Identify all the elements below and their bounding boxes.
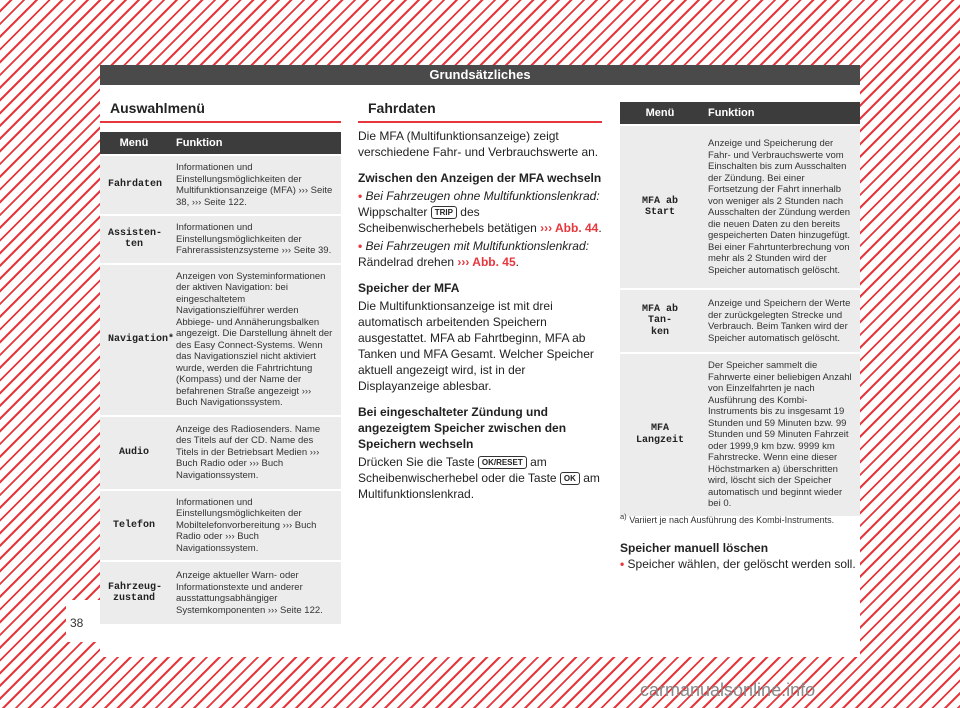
menu-cell: MFA Langzeit — [620, 353, 700, 516]
trip-key-icon: TRIP — [431, 206, 457, 219]
column-header-menu: Menü — [100, 132, 168, 155]
menu-cell: Telefon — [100, 490, 168, 562]
clear-memory-section — [620, 540, 860, 572]
column-header-function: Funktion — [700, 102, 860, 125]
text: am Scheibenwischerhebel oder die Taste — [358, 455, 560, 485]
function-cell: Anzeige und Speichern der Werte der zurückgelegten Strecke und Verbrauch. Beim Tanken wird der Speicher automatisch gelöscht. — [700, 289, 860, 353]
bullet-condition: Bei Fahrzeugen ohne Multifunktionslenkrad: — [365, 189, 600, 203]
table-row — [100, 416, 341, 490]
subheading-switch: Zwischen den Anzeigen der MFA wechseln — [358, 171, 602, 185]
fahrdaten-body — [358, 128, 602, 512]
bullet-condition: Bei Fahrzeugen mit Multifunktionslenkrad: — [365, 239, 589, 253]
table-row — [100, 264, 341, 416]
bullet-text: des Scheibenwischerhebels betätigen — [358, 205, 541, 235]
footnote — [620, 512, 860, 525]
menu-cell: Audio — [100, 416, 168, 490]
bullet-text: Rändelrad drehen — [358, 255, 458, 269]
table-row — [620, 125, 860, 289]
menu-cell: Fahrzeug- zustand — [100, 561, 168, 624]
function-cell: Informationen und Einstellungsmöglichkeiten der Mobiltelefonvorbereitung ››› Buch Radio oder ››› Buch Navigationssystem. — [168, 490, 341, 562]
subheading-memory: Speicher der MFA — [358, 281, 460, 295]
bullet-with-mfl: • Bei Fahrzeugen mit Multifunktionslenkrad: Rändelrad drehen ››› Abb. 45. — [358, 239, 589, 269]
function-cell: Anzeigen von Systeminformationen der aktiven Navigation: bei eingeschaltetem Navigationszielführer werden Abbiege- und Annäherungsbalken angezeigt. Die Darstellung ähnelt der des Easy Connect-Systems. Wenn das Navigationsziel nicht aktiviert wurde, werden die Fahrtrichtung (Kompass) und der Name der befahrenen Straße angezeigt ››› Buch Navigationssystem. — [168, 264, 341, 416]
menu-cell: MFA ab Tan- ken — [620, 289, 700, 353]
table-row — [100, 155, 341, 215]
function-cell: Anzeige und Speicherung der Fahr- und Verbrauchswerte vom Einschalten bis zum Ausschalten der Zündung. Bei einer Fortsetzung der Fahrt innerhalb von weniger als 2 Stunden nach Ausschalten der Zündung werden die neuen Daten zu den bereits gespeicherten Daten hinzugefügt. Bei einer Fahrtunterbrechung von mehr als 2 Stunden wird der Speicher automatisch gelöscht. — [700, 125, 860, 289]
memory-text: Die Multifunktionsanzeige ist mit drei automatisch arbeitenden Speichern ausgestattet. MFA ab Fahrtbeginn, MFA ab Tanken und MFA Gesamt. Welcher Speicher aktuell angezeigt wird, ist in der Displayanzeige ablesbar. — [358, 299, 594, 393]
selection-menu-table — [100, 132, 341, 624]
menu-cell: MFA ab Start — [620, 125, 700, 289]
press-key-text — [358, 454, 602, 502]
memory-table — [620, 102, 860, 516]
page-number: 38 — [70, 616, 84, 630]
figure-link[interactable]: ››› Abb. 45 — [457, 255, 516, 269]
menu-cell: Navigation* — [100, 264, 168, 416]
header-title: Grundsätzliches — [100, 65, 860, 85]
ok-reset-key-icon: OK/RESET — [478, 456, 527, 469]
bullet-without-mfl: • Bei Fahrzeugen ohne Multifunktionslenkrad: Wippschalter TRIP des Scheibenwischerhebels betätigen ››› Abb. 44. — [358, 189, 602, 235]
function-cell: Anzeige aktueller Warn- oder Informationstexte und anderer ausstattungsabhängiger Systemkomponenten ››› Seite 122. — [168, 561, 341, 624]
subheading-ignition: Bei eingeschalteter Zündung und angezeigtem Speicher zwischen den Speichern wechseln — [358, 405, 567, 451]
function-cell: Der Speicher sammelt die Fahrwerte einer beliebigen Anzahl von Einzelfahrten je nach Ausführung des Kombi-Instruments bis zu insgesamt 19 Stunden und 59 Minuten bzw. 99 Stunden und 59 Minuten Fahrzeit oder 1999,9 km bzw. 9999 km Fahrstrecke. Wenn eine dieser Höchstmarken a) überschritten wird, löscht sich der Speicher automatisch und beginnt wieder bei 0. — [700, 353, 860, 516]
bullet-dot: • — [358, 189, 363, 203]
ok-key-icon: OK — [560, 472, 580, 485]
column-header-function: Funktion — [168, 132, 341, 155]
table-row — [620, 353, 860, 516]
menu-cell: Assisten- ten — [100, 215, 168, 264]
section-rule — [358, 121, 602, 123]
intro-text: Die MFA (Multifunktionsanzeige) zeigt verschiedene Fahr- und Verbrauchswerte an. — [358, 129, 599, 159]
table-row — [100, 215, 341, 264]
subheading-clear: Speicher manuell löschen — [620, 541, 769, 555]
section-heading-auswahlmenue: Auswahlmenü — [110, 100, 205, 116]
table-row — [620, 289, 860, 353]
menu-cell: Fahrdaten — [100, 155, 168, 215]
table-row — [100, 561, 341, 624]
bullet-dot: • — [620, 557, 625, 571]
table-row — [100, 490, 341, 562]
footnote-mark: a) — [620, 512, 627, 521]
function-cell: Informationen und Einstellungsmöglichkeiten der Fahrerassistenzsysteme ››› Seite 39. — [168, 215, 341, 264]
watermark: carmanualsonline.info — [640, 680, 816, 700]
bullet-clear — [620, 556, 860, 572]
text: am Multifunktionslenkrad. — [358, 471, 600, 501]
column-header-menu: Menü — [620, 102, 700, 125]
section-rule — [100, 121, 341, 123]
bullet-text: Speicher wählen, der gelöscht werden soll. — [627, 557, 856, 571]
footnote-text: Variiert je nach Ausführung des Kombi-Instruments. — [629, 515, 835, 525]
function-cell: Informationen und Einstellungsmöglichkeiten der Multifunktionsanzeige (MFA) ››› Seite 38, ››› Seite 122. — [168, 155, 341, 215]
bullet-dot: • — [358, 239, 363, 253]
figure-link[interactable]: ››› Abb. 44 — [540, 221, 599, 235]
text: Drücken Sie die Taste — [358, 455, 478, 469]
function-cell: Anzeige des Radiosenders. Name des Titels auf der CD. Name des Titels in der Betriebsart Medien ››› Buch Radio oder ››› Buch Navigationssystem. — [168, 416, 341, 490]
section-heading-fahrdaten: Fahrdaten — [368, 100, 436, 116]
bullet-text: Wippschalter — [358, 205, 431, 219]
